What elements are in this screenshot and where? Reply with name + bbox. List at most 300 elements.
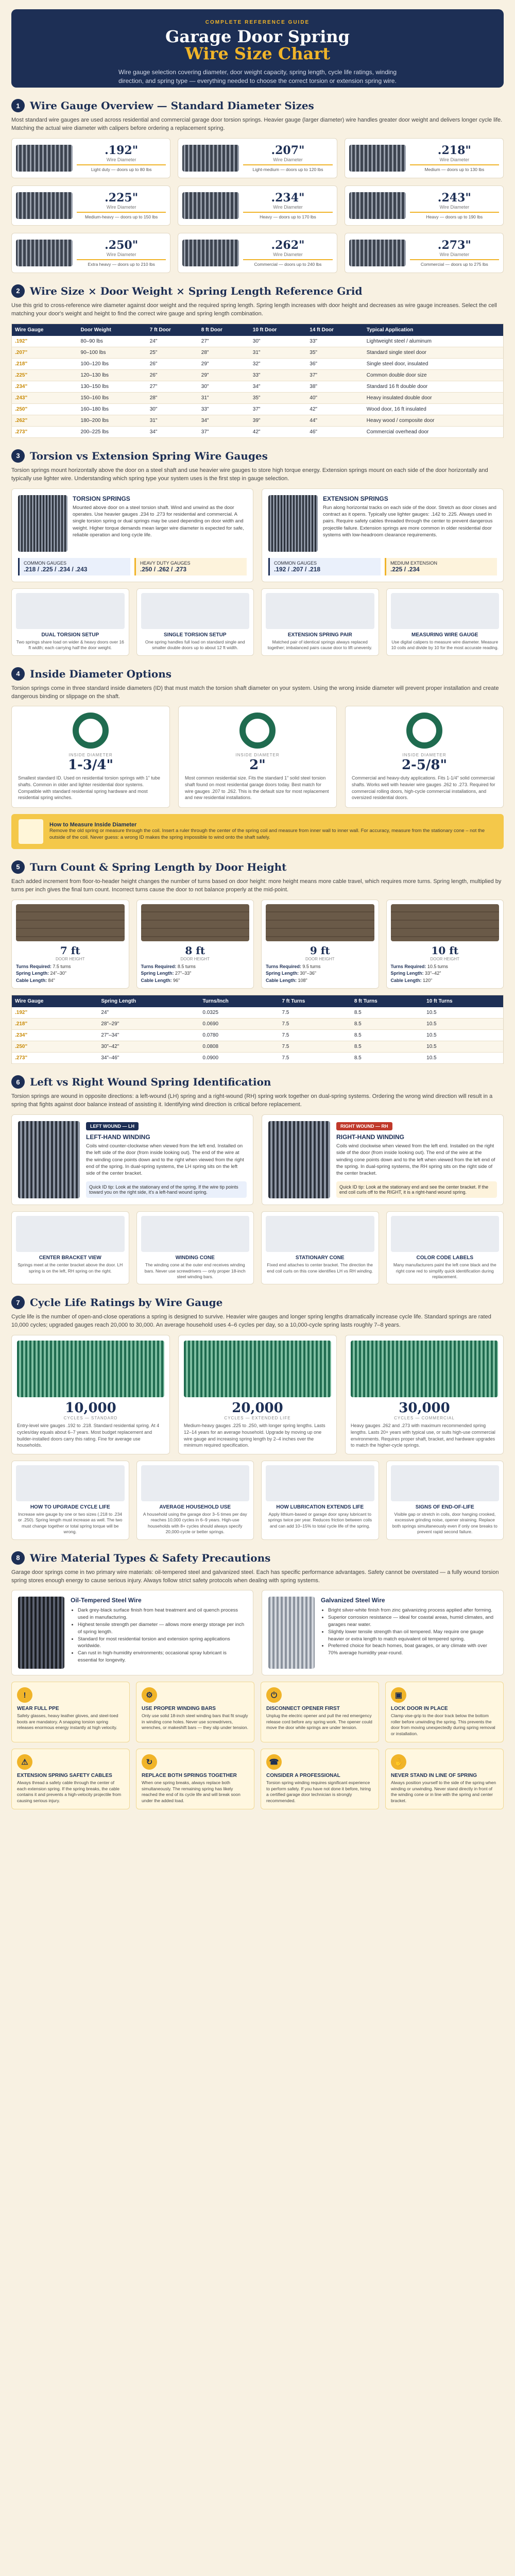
section-title: Wire Material Types & Safety Precautions [30,1551,271,1564]
table-cell: 42" [250,426,307,437]
door-spec: Spring Length: 30"–36" [266,971,316,976]
reference-table [11,324,504,438]
spec-label: Cable Length: [390,977,422,983]
section-number: 1 [11,99,25,112]
card-text: A household using the garage door 3–5 times per day reaches 10,000 cycles in 6–9 years. High-use households with 8+ cycles should always specify 20,000-cycle or better springs. [143,1511,247,1535]
spring-coil-image [16,145,73,172]
table-header: 8 ft Door [198,324,250,336]
table-header: Spring Length [98,995,199,1008]
left-wound-card [11,1114,253,1205]
gauge-value: .234" [271,191,305,205]
table-cell: .243" [12,392,78,403]
gauge-grid [11,138,504,273]
table-cell: 33" [198,403,250,415]
table-cell: .234" [12,1030,98,1041]
section-title: Wire Size × Door Weight × Spring Length Reference Grid [30,284,363,297]
section-intro: Garage door springs come in two primary wire materials: oil-tempered steel and galvanized steel. Each has specific performance advantages. Safety cannot be overstated — a fully wound torsion spring stores enough energy to cause serious injury. Always follow strict safety protocols when dealing with spring systems. [11,1569,499,1584]
safety-text: Safety glasses, heavy leather gloves, and steel-toed boots are mandatory. A snapping torsion spring releases enormous energy instantly at high velocity. [17,1713,118,1731]
material-point: • Can rust in high-humidity environments; occasional spray lubricant is essential for longevity. [78,1650,247,1664]
card-text: Fixed end attaches to center bracket. The direction the end coil curls on this cone identifies LH vs RH winding. [267,1262,373,1274]
measure-callout [11,814,504,849]
gauge-label: Wire Diameter [106,157,136,163]
table-cell: 10.5 [423,1041,503,1053]
safety-text: When one spring breaks, always replace both simultaneously. The remaining spring has likely reached the end of its cycle life and will break soon under the added load. [142,1780,241,1803]
door-spec: Cable Length: 84" [16,977,55,983]
left-spring-image [18,1121,80,1198]
table-header: Wire Gauge [12,995,98,1008]
table-cell: 29" [198,358,250,369]
card-text: Visible gap or stretch in coils, door hanging crooked, excessive grinding noise, opener straining. Replace both springs simultaneously even if only one breaks to prevent rapid second failure. [392,1511,497,1535]
table-cell: 7.5 [279,1019,351,1030]
info-card [11,1461,129,1540]
setup-cards [11,588,504,656]
rh-tag: RIGHT WOUND — RH [336,1122,392,1130]
diameter-value: 2-5/8" [401,757,448,773]
table-cell: 10.5 [423,1030,503,1041]
spec-label: Turns Required: [141,963,177,969]
table-cell: 26" [147,369,198,381]
section-number: 7 [11,1296,25,1309]
safety-icon: ⏻ [266,1687,282,1703]
door-height: 7 ft [60,944,80,957]
info-card [136,1211,254,1284]
door-card [11,900,129,989]
safety-cards [11,1682,504,1809]
safety-text: Always thread a safety cable through the center of each extension spring. If the spring breaks, the cable contains it and prevents a high-velocity projectile from causing serious injury. [17,1780,122,1803]
safety-icon: ↻ [142,1754,157,1770]
lh-title: LEFT-HAND WINDING [86,1133,150,1141]
gauge-card [345,233,504,273]
safety-icon: ⚠ [17,1754,32,1770]
illustration [16,1465,125,1501]
card-text: Use digital calipers to measure wire diameter. Measure 10 coils and divide by 10 for the most accurate reading. [391,639,499,651]
table-cell: 30" [198,381,250,392]
illustration [391,1465,500,1501]
material-point: • Bright silver-white finish from zinc galvanizing process applied after forming. [328,1607,497,1614]
spring-coil-image [16,240,73,266]
diameter-label: INSIDE DIAMETER [68,753,113,758]
gauge-duty: Heavy — doors up to 170 lbs [243,212,332,219]
section-title: Cycle Life Ratings by Wire Gauge [30,1296,223,1309]
table-cell: 37" [198,426,250,437]
cycle-unit: CYCLES — COMMERCIAL [394,1416,455,1421]
garage-door-image [141,904,250,941]
spring-ring-icon [73,713,109,749]
safety-card [385,1749,504,1809]
gauge-card [11,185,170,226]
illustration [266,593,374,629]
gauge-chip: COMMON GAUGES .192 / .207 / .218 [268,558,381,575]
table-cell: Standard single steel door [364,347,504,358]
gauge-label: Wire Diameter [273,157,303,163]
table-header: Door Weight [78,324,147,336]
table-cell: 34"–46" [98,1053,199,1064]
illustration [391,1216,500,1252]
table-cell: 80–90 lbs [78,336,147,347]
lh-text: Coils wind counter-clockwise when viewed from the left end. Installed on the left side of the door (from inside looking out). The end of the wire at the winding cone points down and to the right when viewed from the right end of the spring. In dual-spring systems, the LH spring sits on the left side of the center bracket. [86,1143,244,1177]
extension-card [262,488,504,582]
table-cell: 46" [306,426,364,437]
table-header: 10 ft Turns [423,995,503,1008]
cycle-card [11,1335,170,1454]
safety-icon: ⚙ [142,1687,157,1703]
extension-title: EXTENSION SPRINGS [323,495,388,502]
card-title: SIGNS OF END-OF-LIFE [415,1504,474,1510]
table-cell: 26" [147,358,198,369]
section-title: Left vs Right Wound Spring Identification [30,1076,271,1089]
safety-title: LOCK DOOR IN PLACE [391,1706,448,1712]
diameter-text: Smallest standard ID. Used on residential torsion springs with 1" tube shafts. Common in older and lighter residential door systems. Compatible with standard residential spring hardware and most residential spring winches. [18,775,160,801]
card-title: EXTENSION SPRING PAIR [287,632,352,638]
spec-label: Turns Required: [16,963,52,969]
section-number: 6 [11,1075,25,1089]
section-winding-direction [11,1075,504,1284]
card-text: Springs meet at the center bracket above the door. LH spring is on the left, RH spring on the right. [18,1262,123,1274]
table-cell: Lightweight steel / aluminum [364,336,504,347]
table-cell: .250" [12,1041,98,1053]
table-cell: 27"–34" [98,1030,199,1041]
door-height: 8 ft [185,944,205,957]
card-title: HOW TO UPGRADE CYCLE LIFE [30,1504,110,1510]
table-cell: 30"–42" [98,1041,199,1053]
table-cell: 0.0900 [199,1053,279,1064]
rh-text: Coils wind clockwise when viewed from the left end. Installed on the right side of the door (from inside looking out). The end of the wire at the winding cone points down and to the left when viewed from the left end of the spring. In dual-spring systems, the RH spring sits on the right side of the center bracket. [336,1143,495,1177]
table-row [12,392,504,403]
door-card [261,900,379,989]
illustration [141,1216,250,1252]
safety-title: REPLACE BOTH SPRINGS TOGETHER [142,1773,237,1779]
table-cell: 24" [147,336,198,347]
safety-icon: ▣ [391,1687,406,1703]
material-point: • Superior corrosion resistance — ideal for coastal areas, humid climates, and garages near water. [328,1614,497,1629]
table-cell: .273" [12,426,78,437]
door-height-label: DOOR HEIGHT [180,956,210,961]
table-cell: 100–120 lbs [78,358,147,369]
table-cell: 36" [306,358,364,369]
card-text: Many manufacturers paint the left cone black and the right cone red to simplify quick identification during replacement. [393,1262,496,1279]
table-cell: 30" [147,403,198,415]
table-cell: 0.0325 [199,1007,279,1019]
rh-tip: Quick ID tip: Look at the stationary end and see the center bracket. If the end coil curls off to the RIGHT, it is a right-hand wound spring. [336,1181,497,1198]
measure-text: Remove the old spring or measure through the coil. Insert a ruler through the center of the spring coil and measure from inner wall to inner wall. For accuracy, measure from the stationary cone – not the outside of the coil. Never guess: a wrong ID makes the spring impossible to wind onto the shaft safely. [49,828,485,840]
gauge-duty: Heavy — doors up to 190 lbs [410,212,499,219]
table-row [12,336,504,347]
table-cell: 27" [147,381,198,392]
door-spec: Cable Length: 108" [266,977,307,983]
oil-spring-image [18,1597,64,1669]
section-cycle-life [11,1296,504,1539]
diameter-card [11,706,170,807]
lh-tag: LEFT WOUND — LH [86,1122,139,1130]
diameter-card [345,706,504,807]
gauge-label: Wire Diameter [439,157,470,163]
section-intro: Torsion springs mount horizontally above the door on a steel shaft and use heavier wire gauges to store high torque energy. Extension springs mount on each side of the door horizontally and typically use lighter wire. Understanding which spring type your system uses is the first step in gauge selection. [11,467,488,482]
safety-icon: ✋ [391,1754,406,1770]
safety-title: CONSIDER A PROFESSIONAL [266,1773,340,1779]
table-cell: 37" [306,369,364,381]
spring-coil-image [182,145,239,172]
diameter-label: INSIDE DIAMETER [402,753,447,758]
table-cell: 7.5 [279,1030,351,1041]
table-cell: 90–100 lbs [78,347,147,358]
oil-tempered-card [11,1590,253,1675]
gauge-card [345,138,504,178]
gauge-info [243,239,332,267]
table-cell: 27" [198,336,250,347]
spec-label: Spring Length: [266,971,299,976]
torsion-title: TORSION SPRINGS [73,495,130,502]
gauge-duty: Medium-heavy — doors up to 150 lbs [77,212,166,219]
table-cell: Wood door, 16 ft insulated [364,403,504,415]
table-cell: 28" [147,392,198,403]
safety-card [385,1682,504,1742]
table-cell: 35" [250,392,307,403]
material-point: • Slightly lower tensile strength than oil tempered. May require one gauge heavier or extra length to match equivalent oil tempered spring. [328,1629,497,1643]
cycle-unit: CYCLES — EXTENDED LIFE [224,1416,291,1421]
gauge-label: Wire Diameter [106,252,136,258]
torsion-card [11,488,253,582]
illustration [16,1216,125,1252]
section-materials-safety [11,1551,504,1810]
door-height: 10 ft [431,944,459,957]
info-card [136,588,254,656]
gauge-value: .225" [105,191,139,205]
table-cell: 32" [250,358,307,369]
table-row [12,369,504,381]
card-title: AVERAGE HOUSEHOLD USE [159,1504,231,1510]
section-intro: Most standard wire gauges are used across residential and commercial garage door torsion springs. Heavier gauge (larger diameter) wire handles greater door weight and delivers longer cycle life. Matching the actual wire diameter with calipers before ordering a replacement spring. [11,117,503,131]
table-cell: 7.5 [279,1041,351,1053]
card-text: Two springs share load on wider & heavy doors over 16 ft width; each carrying half the door weight. [16,639,124,651]
table-cell: 39" [250,415,307,426]
gauge-card [345,185,504,226]
section-gauge-overview [11,99,504,273]
door-height-label: DOOR HEIGHT [56,956,85,961]
table-cell: .218" [12,1019,98,1030]
right-wound-card [262,1114,504,1205]
gauge-info [410,144,499,172]
table-header: 8 ft Turns [351,995,423,1008]
table-cell: 200–225 lbs [78,426,147,437]
table-row [12,403,504,415]
table-cell: 8.5 [351,1041,423,1053]
section-intro: Torsion springs come in three standard inside diameters (ID) that must match the torsion shaft diameter on your system. Using the wrong inside diameter will prevent proper installation and create dangerous binding or slippage on the shaft. [11,685,499,700]
table-cell: 180–200 lbs [78,415,147,426]
table-cell: 8.5 [351,1030,423,1041]
table-cell: .225" [12,369,78,381]
table-cell: 8.5 [351,1007,423,1019]
table-header: Typical Application [364,324,504,336]
table-cell: 44" [306,415,364,426]
gauge-value: .262" [271,239,305,252]
gauge-duty: Light duty — doors up to 80 lbs [77,164,166,172]
turns-table [11,995,504,1064]
safety-icon: ☎ [266,1754,282,1770]
table-row [12,381,504,392]
card-title: DUAL TORSION SETUP [41,632,99,638]
table-cell: .192" [12,1007,98,1019]
table-cell: 0.0780 [199,1030,279,1041]
gauge-label: Wire Diameter [273,252,303,258]
cycle-card [178,1335,337,1454]
gauge-label: Wire Diameter [439,252,470,258]
safety-icon: ! [17,1687,32,1703]
card-title: WINDING CONE [175,1255,215,1261]
table-cell: .234" [12,381,78,392]
gauge-info [243,144,332,172]
table-cell: 38" [306,381,364,392]
spec-label: Turns Required: [390,963,426,969]
card-title: CENTER BRACKET VIEW [39,1255,101,1261]
section-title: Inside Diameter Options [30,667,172,680]
gauge-info [77,191,166,219]
gauge-duty: Commercial — doors up to 275 lbs [410,259,499,267]
table-cell: 130–150 lbs [78,381,147,392]
safety-text: Always position yourself to the side of the spring when winding or unwinding. Never stand directly in front of the winding cone or in line with the spring and center bracket. [391,1780,496,1803]
gauge-card [178,185,337,226]
table-cell: Single steel door, insulated [364,358,504,369]
diameter-text: Commercial and heavy-duty applications. Fits 1-1/4" solid commercial shafts. Works well with heavier wire gauges .262 to .273. Required for commercial rolling doors, high-cycle commercial installations, and oversized residential doors. [352,775,495,801]
door-height: 9 ft [310,944,330,957]
door-card [386,900,504,989]
gauge-label: Wire Diameter [439,205,470,210]
galv-spring-image [268,1597,315,1669]
cycle-text: Entry-level wire gauges .192 to .218. Standard residential spring. At 4 cycles/day equals about 6–7 years. Most budget replacement and builder-installed doors carry this rating. Fine for average use households. [17,1423,160,1448]
illustration [141,593,250,629]
safety-card [136,1749,254,1809]
spec-label: Spring Length: [390,971,424,976]
spring-coil-image [182,192,239,219]
spring-coil-image [16,192,73,219]
gauge-duty: Commercial — doors up to 240 lbs [243,259,332,267]
table-cell: 7.5 [279,1007,351,1019]
gauge-card [11,233,170,273]
table-cell: 7.5 [279,1053,351,1064]
illustration [266,1465,374,1501]
section-inside-diameter [11,667,504,849]
garage-door-image [391,904,500,941]
spring-image [184,1341,331,1397]
illustration [141,1465,250,1501]
gauge-value: .250" [105,239,139,252]
table-cell: 34" [198,415,250,426]
spring-ring-icon [239,713,276,749]
material-point: • Standard for most residential torsion and extension spring applications worldwide. [78,1636,247,1650]
gauge-duty: Extra heavy — doors up to 210 lbs [77,259,166,267]
section-number: 8 [11,1551,25,1565]
spring-coil-image [349,192,406,219]
torsion-spring-image [18,495,67,552]
diameter-value: 1-3/4" [67,757,114,773]
card-title: HOW LUBRICATION EXTENDS LIFE [276,1504,364,1510]
table-cell: 33" [306,336,364,347]
door-height-label: DOOR HEIGHT [305,956,335,961]
table-cell: 35" [306,347,364,358]
diameter-text: Most common residential size. Fits the standard 1" solid steel torsion shaft found on most residential garage doors today. Best match for wire gauges .207 to .262. This is the default size for most replacement and new residential installations. [185,775,329,801]
table-cell: .192" [12,336,78,347]
cycle-text: Heavy gauges .262 and .273 with maximum recommended spring lengths. Lasts 20+ years with typical use, or suits high-use commercial environments. Requires proper shaft, bracket, and hardware upgrades to match the higher-cycle springs. [351,1423,495,1448]
cycle-card [345,1335,504,1454]
cycle-tips [11,1461,504,1540]
section-title: Wire Gauge Overview — Standard Diameter Sizes [30,99,314,112]
gauge-value: .218" [437,144,471,158]
spec-label: Cable Length: [141,977,172,983]
section-number: 3 [11,449,25,463]
table-row [12,358,504,369]
extension-text: Run along horizontal tracks on each side of the door. Stretch as door closes and contract as it opens. Typically use lighter gauges: .142 to .225. Always used in pairs. Require safety cables threaded through the center to prevent dangerous projectile failure. Extension springs are more common in older residential door systems with low-headroom clearance requirements. [323,504,496,538]
hero-kicker: COMPLETE REFERENCE GUIDE [205,20,310,25]
cycle-unit: CYCLES — STANDARD [63,1416,118,1421]
table-row [12,347,504,358]
door-spec: Spring Length: 33"–42" [390,971,441,976]
gauge-chip: COMMON GAUGES .218 / .225 / .234 / .243 [18,558,130,575]
illustration [391,593,500,629]
card-title: STATIONARY CONE [295,1255,345,1261]
table-cell: 28"–29" [98,1019,199,1030]
section-intro: Cycle life is the number of open-and-close operations a spring is designed to survive. Heavier wire gauges and longer spring lengths dramatically increase cycle life. Standard springs are rated 10,000 cycles; upgraded gauges reach 20,000 to 30,000. An average household uses 4–6 cycles per day, so a 10,000-cycle spring lasts roughly 7–8 years. [11,1314,491,1329]
table-cell: 33" [250,369,307,381]
door-spec: Turns Required: 7.5 turns [16,963,71,969]
info-card [386,1461,504,1540]
card-title: MEASURING WIRE GAUGE [411,632,478,638]
oil-title: Oil-Tempered Steel Wire [71,1597,142,1604]
table-cell: 10.5 [423,1019,503,1030]
gauge-label: Wire Diameter [106,205,136,210]
gauge-info [243,191,332,219]
table-cell: 10.5 [423,1053,503,1064]
material-point: • Dark grey-black surface finish from heat treatment and oil quench process used in manufacturing. [78,1607,247,1621]
section-reference-grid [11,284,504,438]
gauge-duty: Medium — doors up to 130 lbs [410,164,499,172]
spring-coil-image [349,240,406,266]
gauge-value: .273" [437,239,471,252]
hero-banner [11,9,504,88]
safety-title: DISCONNECT OPENER FIRST [266,1706,340,1712]
cycle-number: 30,000 [399,1400,450,1416]
info-card [386,588,504,656]
table-header: 10 ft Door [250,324,307,336]
garage-door-image [16,904,125,941]
table-cell: .250" [12,403,78,415]
door-height-label: DOOR HEIGHT [430,956,459,961]
hero-subtitle: Wire gauge selection covering diameter, door weight capacity, spring length, cycle life ratings, winding direction, and spring type — everything needed to choose the correct torsion or extension spring wire. [118,69,397,84]
cycle-text: Medium-heavy gauges .225 to .250, with longer spring lengths. Lasts 12–14 years for an average household. Upgrade by moving up one wire gauge and increasing spring length by 2–4 inches over the minimum required specification. [184,1423,325,1448]
gauge-value: .192" [105,144,139,158]
galvanized-card [262,1590,504,1675]
spec-label: Spring Length: [141,971,174,976]
table-row [12,1007,504,1019]
gauge-chip: MEDIUM EXTENSION .225 / .234 [385,558,497,575]
torsion-text: Mounted above door on a steel torsion shaft. Wind and unwind as the door operates. Use heavier gauges .234 to .273 for residential and commercial. A single torsion spring or dual springs may be used depending on door width and weight. Higher torque demands mean larger wire diameter is expected for safe, reliable operation and long cycle life. [73,504,244,538]
right-spring-image [268,1121,330,1198]
table-cell: 37" [250,403,307,415]
safety-title: WEAR FULL PPE [17,1706,59,1712]
card-title: COLOR CODE LABELS [416,1255,474,1261]
cycle-number: 10,000 [65,1400,116,1416]
safety-text: Only use solid 18-inch steel winding bars that fit snugly in winding cone holes. Never use screwdrivers, wrenches, or makeshift bars — they slip under tension. [142,1713,248,1731]
spring-coil-image [182,240,239,266]
section-intro: Torsion springs are wound in opposite directions: a left-wound (LH) spring and a right-wound (RH) spring work together on dual-spring systems. Ordering the wrong wind direction will result in a spring that fights against door balance instead of assisting it. Identifying wind direction is critical before replacement. [11,1093,493,1108]
illustration [16,593,125,629]
info-card [11,588,129,656]
gauge-label: Wire Diameter [273,205,303,210]
spring-image [17,1341,164,1397]
table-row [12,415,504,426]
material-point: • Preferred choice for beach homes, boat garages, or any climate with over 70% average humidity year-round. [328,1642,497,1657]
gauge-value: .207" [271,144,305,158]
info-card [261,1461,379,1540]
table-row [12,1041,504,1053]
